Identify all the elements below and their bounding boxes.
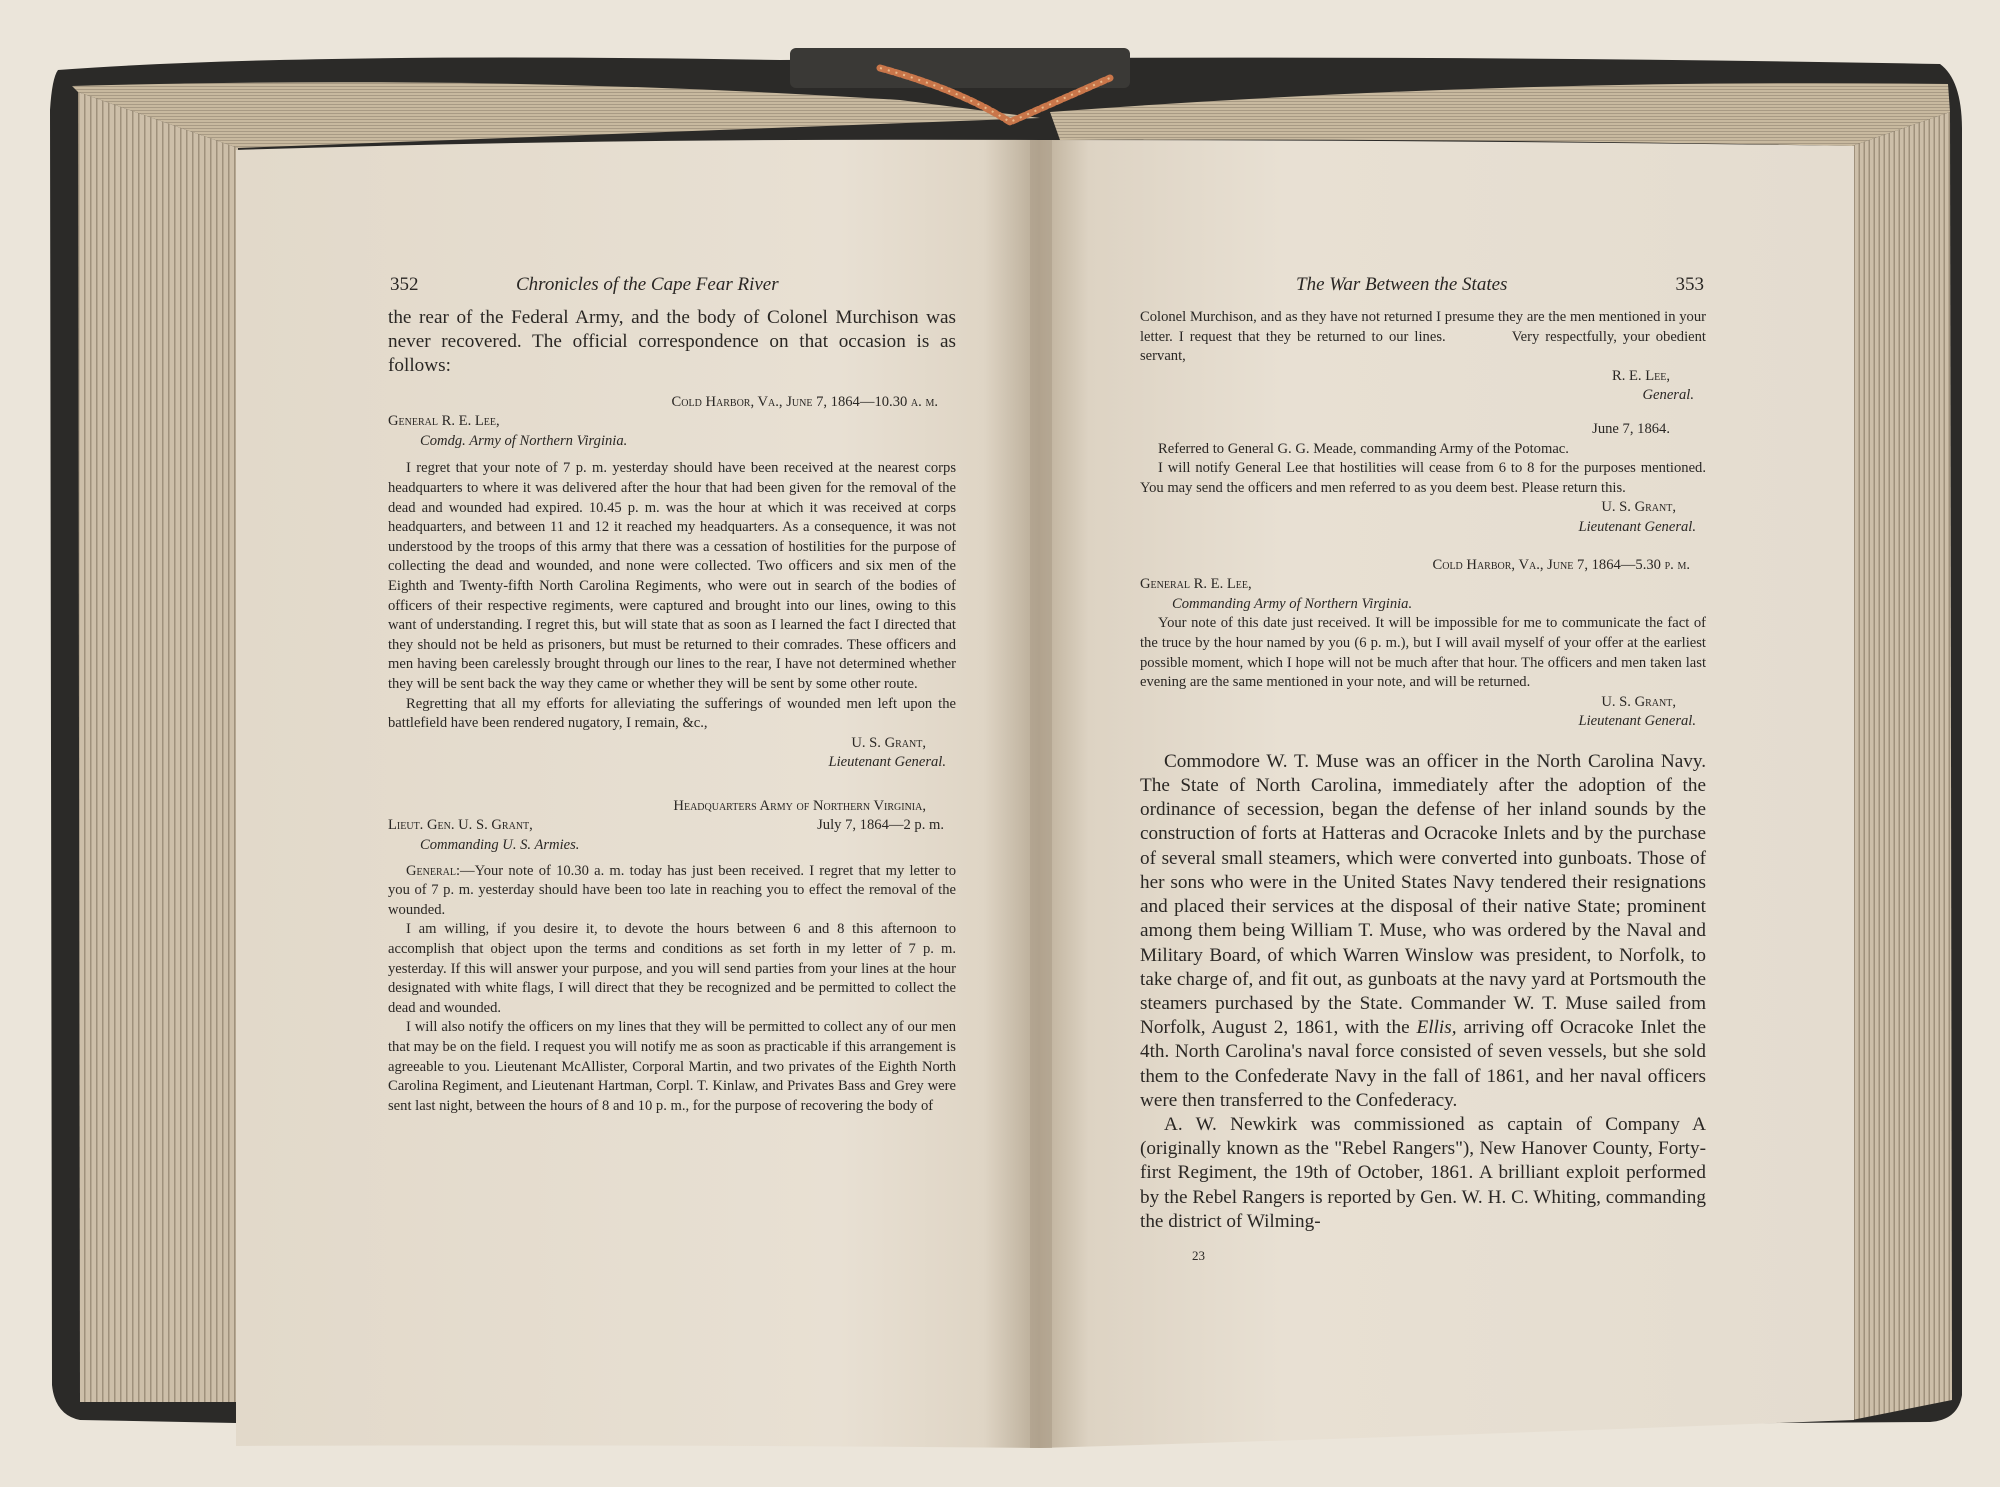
right-page-number: 353 (1675, 274, 1704, 295)
endorsement-paragraph-1: Referred to General G. G. Meade, commanding Army of the Potomac. (1158, 440, 1569, 457)
letter1-signature-rank: Lieutenant General. (828, 754, 946, 771)
right-running-title: The War Between the States (1296, 274, 1508, 295)
letter1-addressee: General R. E. Lee, (388, 413, 500, 430)
letter2-closing: Very respectfully, your obedient servant, (1140, 328, 1706, 365)
letter2-salutation: General: (406, 862, 461, 879)
left-page-edges (78, 92, 238, 1402)
letter1-dateline: Cold Harbor, Va., June 7, 1864—10.30 a. m. (671, 393, 938, 410)
letter1-signature-name: U. S. Grant, (851, 734, 926, 751)
endorsement-date: June 7, 1864. (1592, 420, 1670, 437)
letter2-addressee: Lieut. Gen. U. S. Grant, (388, 817, 533, 834)
endorsement-paragraph-2: I will notify General Lee that hostilities will cease from 6 to 8 for the purposes mentioned. You may send the officers and men referred to as you deem best. Please return this. (1140, 460, 1706, 496)
endorsement-signature-name: U. S. Grant, (1601, 499, 1676, 516)
letter2-signature-name: R. E. Lee, (1611, 367, 1670, 384)
letter2-paragraph-3: I will also notify the officers on my lines that they will be permitted to collect any of our men that may be on the field. I request you will notify me as soon as practicable if this arrangement is agreeable to you. Lieutenant McAllister, Corporal Martin, and two privates of the Eighth North Carolina Regiment, and Lieutenant Hartman, Corpl. T. Kinlaw, and Privates Bass and Grey were sent last night, between the hours of 8 and 10 p. m., for the purpose of recovering the body of (388, 1019, 956, 1114)
letter1-paragraph-2: Regretting that all my efforts for alleviating the sufferings of wounded men left upon the battlefield have been rendered nugatory, I remain, &c., (388, 695, 956, 732)
letter-lee-to-grant (388, 797, 956, 1117)
endorsement-signature (1140, 498, 1706, 537)
letter3-signature (1140, 693, 1706, 732)
letter2-signature (1140, 367, 1706, 406)
letter3-addressee: General R. E. Lee, (1140, 576, 1252, 593)
letter3-signature-rank: Lieutenant General. (1578, 713, 1696, 730)
letter2-signature-rank: General. (1642, 387, 1694, 404)
letter-grant-to-lee (388, 393, 956, 773)
letter3-dateline: Cold Harbor, Va., June 7, 1864—5.30 p. m. (1432, 556, 1690, 573)
gutter-shadow (1030, 140, 1052, 1448)
spine-top (790, 48, 1130, 88)
letter2-continued (1140, 308, 1706, 406)
letter2-continued-text: Colonel Murchison, and as they have not returned I presume they are the men mentioned in your letter. I request that they be returned to our lines. Very respectfully, your obedient servant, (1140, 309, 1706, 365)
endorsement (1140, 420, 1706, 538)
right-page (1140, 268, 1706, 1264)
letter2-header: Headquarters Army of Northern Virginia, (673, 797, 926, 814)
letter1-addressee-title: Comdg. Army of Northern Virginia. (420, 432, 628, 449)
narrative (1140, 750, 1706, 1234)
right-running-head (1140, 268, 1706, 298)
ship-name: Ellis, (1416, 1017, 1457, 1039)
letter1-signature (388, 734, 956, 773)
letter3-paragraph: Your note of this date just received. It will be impossible for me to communicate the fact of the truce by the hour named by you (6 p. m.), but I will avail myself of your offer at the earliest possible moment, which I hope will not be much after that hour. The officers and men taken last evening are the same mentioned in your note, and will be returned. (1140, 615, 1706, 691)
letter2-paragraph-1: General:—Your note of 10.30 a. m. today has just been received. I regret that my letter to you of 7 p. m. yesterday should have been too late in reaching you to effect the removal of the wounded. (388, 862, 956, 918)
left-running-head (388, 268, 956, 298)
right-page-edges (1852, 112, 1952, 1420)
letter1-paragraph-1: I regret that your note of 7 p. m. yesterday should have been received at the nearest corps headquarters to where it was delivered after the hour that had been given for the removal of the dead and wounded had expired. 10.45 p. m. was the hour at which it was received at corps headquarters, and between 11 and 12 it reached my headquarters. As a consequence, it was not understood by the troops of this army that there was a cessation of hostilities for the purpose of collecting the dead and wounded, and none were collected. Two officers and six men of the Eighth and Twenty-fifth North Carolina Regiments, who were out in search of the bodies of officers of their respective regiments, were captured and brought into our lines, owing to this want of understanding. I regret this, but will state that as soon as I learned the fact I directed that they should not be held as prisoners, but must be returned to their comrades. These officers and men having been carelessly brought through our lines to the rear, I have not determined whether they will be sent back the way they came or whether they will be sent by some other route. (388, 460, 956, 692)
left-page-number: 352 (390, 274, 419, 295)
letter3-signature-name: U. S. Grant, (1601, 693, 1676, 710)
letter3-addressee-title: Commanding Army of Northern Virginia. (1172, 595, 1413, 612)
left-page (388, 268, 956, 1116)
letter-grant-to-lee-2 (1140, 556, 1706, 732)
endorsement-signature-rank: Lieutenant General. (1578, 518, 1696, 535)
endorsement-date-row (1140, 420, 1706, 440)
narrative-paragraph-2: A. W. Newkirk was commissioned as captain of Company A (originally known as the "Rebel Rangers"), New Hanover County, Forty-first Regiment, the 19th of October, 1861. A brilliant exploit performed by the Rebel Rangers is reported by Gen. W. H. C. Whiting, commanding the district of Wilming- (1140, 1113, 1706, 1232)
letter2-addressee-title: Commanding U. S. Armies. (420, 837, 580, 854)
left-running-title: Chronicles of the Cape Fear River (516, 274, 779, 295)
left-intro-paragraph: the rear of the Federal Army, and the body of Colonel Murchison was never recovered. The official correspondence on that occasion is as follows: (388, 307, 956, 377)
signature-mark: 23 (1192, 1247, 1205, 1263)
letter2-date: July 7, 1864—2 p. m. (817, 817, 944, 834)
letter2-paragraph-2: I am willing, if you desire it, to devote the hours between 6 and 8 this afternoon to accomplish that object upon the terms and conditions as set forth in my letter of 7 p. m. yesterday. If this will answer your purpose, and you will send parties from your lines at the hour designated with white flags, I will direct that they be recognized and be permitted to collect the dead and wounded. (388, 921, 956, 1016)
narrative-paragraph-1: Commodore W. T. Muse was an officer in the North Carolina Navy. The State of North Carolina, immediately after the adoption of the ordinance of secession, began the defense of her inland sounds by the construction of forts at Hatteras and Ocracoke Inlets and by the purchase of several small steamers, which were converted into gunboats. Those of her sons who were in the United States Navy tendered their resignations and placed their services at the disposal of their native State; prominent among them being William T. Muse, who was ordered by the Naval and Military Board, of which Warren Winslow was president, to Norfolk, to take charge of, and fit out, as gunboats at the navy yard at Portsmouth the steamers purchased by the State. Commander W. T. Muse sailed from Norfolk, August 2, 1861, with the Ellis, arriving off Ocracoke Inlet the 4th. North Carolina's naval force consisted of seven vessels, but she sold them to the Confederate Navy in the fall of 1861, and her naval officers were then transferred to the Confederacy. (1140, 750, 1706, 1111)
letter2-addressee-row (388, 816, 956, 836)
